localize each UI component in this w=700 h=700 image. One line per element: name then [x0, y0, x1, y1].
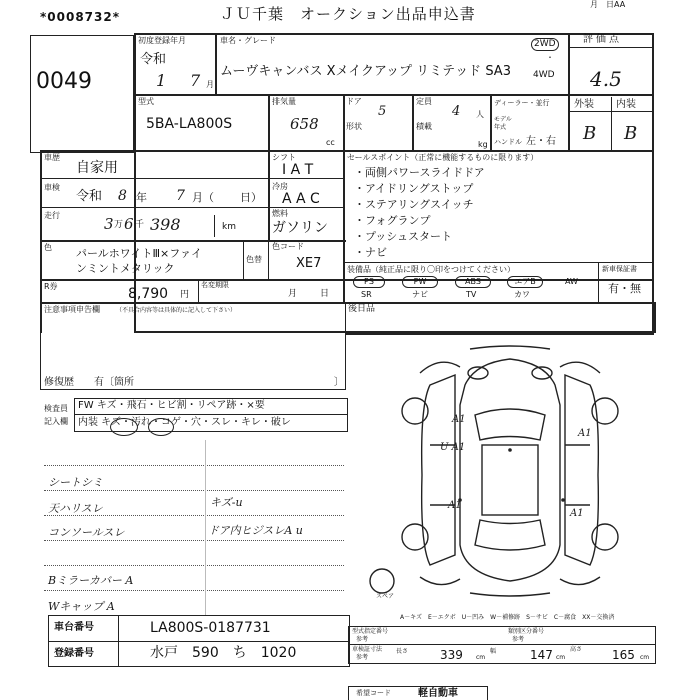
capacity-label: 定員 — [416, 97, 432, 106]
drive-2wd: 2WD — [531, 38, 559, 51]
spec-length-label: 長さ — [396, 648, 409, 655]
inspector-row2: 内装 キズ・汚れ・コゲ・穴・スレ・キレ・破レ — [78, 417, 291, 428]
repair-close: 〕 — [334, 377, 344, 388]
first-reg-month-unit: 月 — [206, 80, 214, 89]
color-line1: パールホワイトⅢ×ファイ — [76, 247, 203, 260]
equip-sr: SR — [361, 290, 372, 299]
sales-points-list — [354, 166, 485, 259]
note-scratch: キズ-u — [210, 496, 243, 509]
first-reg-month: 7 — [190, 71, 201, 90]
meigi-month: 月 — [288, 289, 298, 299]
displacement-value: 658 — [290, 115, 319, 133]
shaken-day: 日） — [240, 191, 262, 204]
lot-number: 0049 — [36, 69, 92, 94]
shape-label: 形状 — [346, 122, 362, 131]
exterior-grade: B — [583, 123, 597, 144]
damage-legend: A－キズ E－エクボ U－凹み W－補修跡 S－サビ C－腐食 XX－交換済 — [400, 614, 615, 621]
chassis-label: 車台番号 — [54, 622, 94, 633]
note-wheelcap: Wキャップ A — [48, 600, 115, 613]
spec-box — [348, 626, 656, 664]
aircon-value: A A C — [282, 191, 320, 207]
first-reg-year: 1 — [156, 71, 167, 90]
equip-leather: カワ — [514, 290, 530, 299]
drive-4wd: 4WD — [533, 70, 555, 80]
sales-point-item: ・ナビ — [354, 246, 387, 259]
interior-grade: B — [624, 123, 638, 144]
diagram-mark: A1 — [570, 508, 584, 519]
inspector-label2: 記入欄 — [44, 417, 68, 426]
shaken-month: 7 — [176, 188, 185, 204]
meigi-label: 名変期限 — [201, 281, 229, 289]
note-seat-stain: シートシミ — [48, 476, 103, 489]
handle-label: ハンドル — [494, 138, 522, 146]
color-line2: ンミントメタリック — [76, 262, 175, 275]
date-corner: 月 日AA — [590, 0, 626, 9]
spec-type-label: 型式指定番号 — [352, 628, 389, 635]
first-reg-label: 初度登録年月 — [138, 36, 186, 45]
warranty-label: 新車保証書 — [602, 265, 637, 273]
notes-label: 注意事項申告欄 — [44, 305, 100, 314]
mileage-label: 走行 — [44, 211, 60, 220]
mileage-man-unit: 万 — [114, 220, 124, 230]
shaken-label: 車検 — [44, 183, 60, 192]
shaken-month-unit: 月（ — [192, 191, 214, 204]
load-unit: kg — [478, 140, 488, 149]
repair-value: 有〔箇所 — [94, 377, 134, 388]
sales-points-label: セールスポイント（正常に機能するものに限ります） — [347, 153, 539, 162]
car-name-value: ムーヴキャンバス Xメイクアップ リミテッド SA3 — [220, 64, 511, 79]
notes-box — [40, 302, 346, 390]
history-value: 自家用 — [76, 160, 118, 176]
shift-label: シフト — [272, 153, 296, 162]
spec-dims-label: 車検証寸法 — [352, 646, 383, 653]
warranty-value: 有・無 — [608, 282, 641, 295]
spec-ref1: 参考 — [356, 636, 369, 643]
spec-unit: cm — [556, 654, 566, 661]
doors-value: 5 — [378, 104, 387, 119]
car-damage-diagram — [360, 345, 660, 600]
inspector-label1: 検査員 — [44, 404, 68, 413]
dealer-label: ディーラー・並行 — [494, 99, 550, 107]
car-name-label: 車名・グレード — [220, 36, 276, 45]
history-label: 車歴 — [44, 153, 60, 162]
note-mirror: Bミラーカバー A — [48, 574, 134, 587]
diagram-mark: A1 — [448, 500, 462, 511]
equip-airbag: エアB — [507, 276, 543, 288]
category-label: 希望コード — [356, 689, 391, 697]
shaken-year: 8 — [118, 188, 127, 204]
recycle-unit: 円 — [180, 290, 190, 300]
spec-class-label: 類別区分番号 — [508, 628, 545, 635]
sales-point-item: ・アイドリングストップ — [354, 182, 474, 195]
shaken-year-unit: 年 — [136, 191, 147, 204]
rear-seat-label: 後日品 — [348, 304, 376, 314]
equip-ps: PS — [353, 276, 385, 288]
equipment-label: 装備品（純正品に限り〇印をつけてください） — [347, 265, 515, 274]
spec-height: 165 — [612, 648, 635, 662]
interior-label: 内装 — [616, 99, 636, 110]
color-code-value: XE7 — [296, 256, 322, 271]
displacement-unit: cc — [326, 138, 335, 147]
mileage-man: 3 — [104, 215, 114, 233]
model-year-label: モデル 年式 — [494, 116, 512, 131]
shaken-era: 令和 — [76, 189, 103, 204]
spec-width: 147 — [530, 648, 553, 662]
color-label: 色 — [44, 243, 52, 252]
doors-label: ドア — [346, 97, 362, 106]
equip-tv: TV — [466, 290, 477, 299]
mileage-rest: 398 — [150, 215, 181, 234]
sales-point-item: ・フォグランプ — [354, 214, 431, 227]
sales-point-item: ・両側パワースライドドア — [354, 166, 485, 179]
fuel-label: 燃料 — [272, 209, 288, 218]
model-label: 型式 — [138, 97, 154, 106]
displacement-label: 排気量 — [272, 97, 296, 106]
mileage-sen-unit: 千 — [135, 220, 145, 230]
spec-length: 339 — [440, 648, 463, 662]
shift-value: I A T — [282, 162, 314, 178]
exterior-label: 外装 — [574, 99, 594, 110]
spec-height-label: 高さ — [570, 646, 583, 653]
grade-value: 4.5 — [590, 67, 622, 91]
spare-label: スペア — [376, 593, 395, 600]
sales-point-item: ・ステアリングスイッチ — [354, 198, 474, 211]
circle-mark — [148, 418, 174, 436]
equip-abs: ABS — [455, 276, 491, 288]
drive-dot: ・ — [546, 53, 554, 62]
fuel-value: ガソリン — [272, 220, 328, 236]
repair-label: 修復歴 — [44, 377, 74, 388]
first-reg-era: 令和 — [140, 52, 167, 67]
diagram-mark: U A1 — [440, 442, 466, 453]
equip-aw: AW — [565, 277, 578, 286]
handle-value: 左・右 — [526, 136, 556, 147]
aircon-label: 冷房 — [272, 182, 288, 191]
spec-width-label: 幅 — [490, 648, 497, 655]
recycle-value: 8,790 — [128, 286, 169, 302]
capacity-value: 4 — [452, 104, 461, 119]
color-code-label: 色コード — [272, 242, 304, 251]
document-number: *0008732* — [40, 10, 120, 24]
model-value: 5BA-LA800S — [146, 116, 233, 132]
note-door-elbow: ドア内ヒジスレA u — [208, 524, 303, 537]
spec-unit: cm — [640, 654, 650, 661]
note-console: コンソールスレ — [48, 526, 125, 539]
sales-point-item: ・プッシュスタート — [354, 230, 453, 243]
inspector-row1: FW キズ・飛石・ヒビ割・リペア跡・×要 — [78, 400, 265, 411]
color-change-label: 色替 — [246, 255, 262, 264]
recycle-label: R券 — [44, 282, 58, 291]
category-value: 軽自動車 — [418, 688, 458, 699]
plate-value: 水戸 590 ち 1020 — [150, 645, 297, 661]
grade-label: 評価点 — [583, 34, 622, 45]
diagram-mark: A1 — [452, 414, 466, 425]
capacity-unit: 人 — [476, 110, 484, 119]
load-label: 積載 — [416, 122, 432, 131]
mileage-sen: 6 — [124, 215, 134, 233]
equip-pw: PW — [402, 276, 438, 288]
spec-unit: cm — [476, 654, 486, 661]
mileage-unit: km — [222, 222, 236, 232]
equip-navi: ナビ — [412, 290, 428, 299]
meigi-day: 日 — [320, 289, 330, 299]
circle-mark — [110, 418, 138, 436]
plate-label: 登録番号 — [54, 648, 94, 659]
spec-ref3: 参考 — [356, 654, 369, 661]
lot-number-box — [30, 35, 134, 153]
note-ceiling: 天ハリスレ — [48, 502, 103, 515]
chassis-value: LA800S-0187731 — [150, 620, 271, 636]
notes-sub: （不具合内容等は具体的に記入して下さい） — [116, 307, 237, 314]
document-title: ＪＵ千葉 オークション出品申込書 — [220, 5, 476, 23]
diagram-mark: A1 — [578, 428, 592, 439]
spec-ref2: 参考 — [512, 636, 525, 643]
